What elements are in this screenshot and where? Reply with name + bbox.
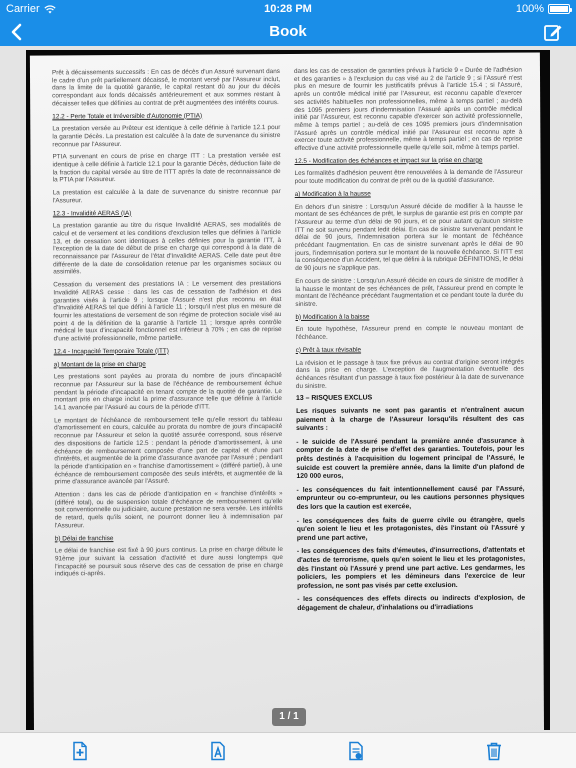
- document-paragraph: - les conséquences des faits d'émeutes, d'insurrections, d'attentats et d'actes de terrorisme, quels qu'en soient le lieu et les protagonistes, dès l'instant où l'Assuré y prend une part active. Les gendarmes, les policiers, les pompiers et les démineurs dans l'exercice de leur profession, ne sont pas visés par cette exclusion.: [296, 546, 526, 590]
- document-paragraph: La prestation garantie au titre du risque Invalidité AERAS, ses modalités de calcul et de versement et les conditions d'exclusion telles que définies à l'article 13, et de cessation sont identiques à celles définies pour la garantie ITT, à l'exception de la date de début de prise en charge qui correspond à la date de reconnaissance par l'Assureur de l'état d'Invalidité AERAS. Celle date peut être différente de la date de consolidation retenue par les organismes sociaux ou assimilés.: [52, 221, 282, 276]
- document-paragraph: En cours de sinistre : Lorsqu'un Assuré décide en cours de sinistre de modifier à la hausse le montant de ses échéances de prêt, l'Assureur prend en compte le montant de l'échéance précédant l'augmentation et ce pendant toute la durée du sinistre.: [295, 276, 524, 308]
- document-paragraph: PTIA survenant en cours de prise en charge ITT : La prestation versée est identique à celle définie à l'article 12.1 pour la garantie Décès, déduction faite de la fraction du capital versée au titre de l'ITT après la date de reconnaissance de la PTIA par l'Assureur.: [52, 152, 281, 184]
- text-recognition-button[interactable]: [208, 741, 228, 761]
- document-paragraph: - les conséquences des effets directs ou indirects d'explosion, de dégagement de chaleur, d'inhalations ou d'irradiations: [297, 594, 526, 612]
- battery-icon: [548, 4, 570, 14]
- document-paragraph: Les formalités d'adhésion peuvent être renouvelées à la demande de l'Assureur pour toute modification du contrat de prêt ou de la quotité d'assurance.: [294, 168, 523, 186]
- document-paragraph: - le suicide de l'Assuré pendant la première année d'assurance à compter de la date de prise d'effet des garanties. Toutefois, pour les prêts destinés à l'acquisition du logement principal de l'Assuré, le suicide est couvert la première année, dans la limite d'un plafond de 120 000 euros,: [296, 437, 525, 481]
- document-viewer[interactable]: [0, 46, 576, 732]
- document-paragraph: En toute hypothèse, l'Assureur prend en compte le nouveau montant de l'échéance.: [295, 324, 524, 342]
- bottom-toolbar: [0, 732, 576, 768]
- document-paragraph: - les conséquences des faits de guerre civile ou étrangère, quels qu'en soient le lieu et les protagonistes, dès l'instant où l'Assuré y prend une part active,: [296, 516, 525, 542]
- battery-fill: [550, 6, 568, 12]
- document-paragraph: dans les cas de cessation de garanties prévus à l'article 9 « Durée de l'adhésion et des garanties » à l'exclusion du cas visé au 2 de l'article 9 ; si l'Assuré n'est plus en mesure de fournir les justificatifs prévus à l'article 15.4 ; si l'Assuré, après un contrôle médical initié par l'Assureur, est reconnu capable d'exercer ses activités habituelles non professionnelles, même à temps partiel ; au-delà des 1095 premiers jours d'indemnisation l'Assuré après un contrôle médical initié par l'Assureur, est reconnu capable d'exercer son activité professionnelle, même à temps partiel ; au-delà de ces 1095 premiers jours d'indemnisation l'Assuré après un contrôle médical initié par l'Assureur est reconnu apte à exercer toute activité professionnelle, même à temps partiel ; en cas de reprise effective d'une activité professionnelle quelle qu'elle soit, même à temps partiel.: [293, 66, 523, 152]
- add-page-icon: [70, 741, 90, 761]
- document-paragraph: b) Délai de franchise: [54, 534, 114, 542]
- document-paragraph: 12.5 - Modification des échéances et impact sur la prise en charge: [294, 156, 483, 165]
- trash-icon: [484, 741, 504, 761]
- document-paragraph: La prestation est calculée à la date de survenance du sinistre reconnue par l'Assureur.: [52, 188, 281, 205]
- battery-group: [516, 3, 570, 15]
- document-paragraph: Cessation du versement des prestations IA : Le versement des prestations Invalidité AERAS cesse : dans les cas de cessation de l'adhésion et des garanties visés à l'article 9 ; lorsque l'Assuré n'est plus reconnu en état d'Invalidité AERAS tel que défini à l'article 11 ; lorsqu'il n'est plus en mesure de fournir les attestations de versement de son régime de protection sociale visé au point 4 de la définition de la garantie à l'article 11 ; lorsque après contrôle médical le taux d'incapacité fonctionnel est inférieur à 70% ; en cas de reprise d'une activité professionnelle, même partielle.: [53, 280, 282, 343]
- page-title: Book: [269, 23, 307, 40]
- carrier-label: Carrier: [6, 3, 40, 15]
- document-paragraph: - les conséquences du fait intentionnellement causé par l'Assuré, emprunteur ou co-emprunteur, ou les cautions personnes physiques des lors que la caution est exercée,: [296, 485, 525, 511]
- document-paper: [30, 52, 544, 730]
- edit-button[interactable]: [542, 21, 564, 43]
- document-paragraph: Les risques suivants ne sont pas garantis et n'entraînent aucun paiement à la charge de l'Assureur lorsqu'ils résultent des cas suivants :: [296, 406, 525, 433]
- scanned-page[interactable]: [26, 50, 550, 730]
- document-paragraph: La prestation versée au Prêteur est identique à celle définie à l'article 12.1 pour la garantie Décès. La prestation est calculée à la date de survenance du sinistre reconnue par l'Assureur.: [52, 124, 281, 149]
- document-paragraph: 12.2 - Perte Totale et Irréversible d'Autonomie (PTIA): [52, 112, 203, 120]
- add-page-button[interactable]: [70, 741, 90, 761]
- document-paragraph: Attention : dans les cas de période d'anticipation en « franchise d'intérêts » (différé total), ou de suspension totale d'échéance de remboursement qu'elle soit conventionnelle ou judiciaire, aucune prestation ne sera versée. Les intérêts de retard, quels qu'ils soient, ne pourront donner lieu à indemnisation par l'Assureur.: [54, 490, 283, 530]
- delete-button[interactable]: [484, 741, 504, 761]
- text-recognition-icon: [208, 741, 228, 761]
- document-paragraph: En dehors d'un sinistre : Lorsqu'un Assuré décide de modifier à la hausse le montant de ses échéances de prêt, le surplus de garantie est pris en compte par l'Assureur au terme d'un délai de 90 jours, et ce pour autant qu'aucun sinistre ITT ne soit survenu pendant ledit délai. En cas de sinistre survenant pendant le délai de 90 jours, l'indemnisation portera sur le montant de l'échéance précédant l'augmentation. En cas de sinistre survenant après le délai de 90 jours, l'indemnisation portera sur le montant de la nouvelle échéance. Si l'ITT est la conséquence d'un Accident, tel que défini à la rubrique DÉFINITIONS, le délai de 90 jours ne s'applique pas.: [294, 202, 524, 273]
- document-paragraph: 13 – RISQUES EXCLUS: [295, 394, 373, 403]
- document-paragraph: c) Prêt à taux révisable: [295, 346, 362, 354]
- document-paragraph: Le délai de franchise est fixé à 90 jours continus. La prise en charge débute le 91ème jour suivant la cessation d'activité et dure aussi longtemps que l'incapacité se poursuit sous réserve des cas de cessation de prise en charge indiqués ci-après.: [54, 546, 284, 578]
- document-paragraph: Les prestations sont payées au prorata du nombre de jours d'incapacité reconnue par l'Assureur sur la base de l'échéance de remboursement échue pendant la période d'incapacité en tenant compte de la quotité de garantie. Le montant pris en charge inclut la prime d'assurance telle que définie à l'article 14.1 avancée par l'Assuré au cours de la période d'ITT.: [53, 372, 283, 412]
- document-paragraph: Prêt à décaissements successifs : En cas de décès d'un Assuré survenant dans le cadre d'un prêt partiellement décaissé, le montant versé par l'Assureur inclut, dans la limite de la quotité garantie, le capital restant dû au jour du décès correspondant aux fonds décaissés antérieurement et aux sommes restant à décaisser telles que définies au contrat de prêt augmentées des intérêts courus.: [51, 68, 281, 108]
- edit-document-icon: [542, 21, 564, 43]
- share-document-button[interactable]: [346, 741, 366, 761]
- navigation-bar: [0, 18, 576, 46]
- document-paragraph: 12.4 - Incapacité Temporaire Totale (ITT): [53, 347, 169, 356]
- status-bar: [0, 0, 576, 18]
- battery-percentage: 100%: [515, 3, 544, 15]
- left-text-column: [52, 68, 284, 730]
- page-counter: 1 / 1: [272, 708, 306, 726]
- document-paragraph: a) Modification à la hausse: [294, 190, 371, 198]
- share-document-icon: [346, 741, 366, 761]
- document-paragraph: b) Modification à la baisse: [295, 313, 370, 321]
- document-paragraph: Le montant de l'échéance de remboursement telle qu'elle ressort du tableau d'amortissement en cours, calculée au prorata du nombre de jours d'incapacité reconnue par l'Assureur et selon la quotité assurée correspond, sous réserve des dispositions de l'article 12.5 : pendant la période d'amortissement, à une échéance de remboursement composée d'une part de capital et d'une part d'intérêts, et augmentée de la prime d'assurance avancée par l'Assuré ; pendant la période d'anticipation en « franchise d'amortissement » (différé partiel), à une échéance de remboursement composée des seuls intérêts, et augmentée de la prime d'assurance avancée par l'Assuré.: [54, 415, 283, 486]
- right-text-column: [294, 67, 526, 730]
- document-paragraph: a) Montant de la prise en charge: [53, 360, 146, 368]
- document-paragraph: La révision et le passage à taux fixe prévus au contrat d'origine seront intégrés dans la prise en charge. L'exception de l'augmentation éventuelle des échéances résultant d'un passage à taux fixe postérieur à la date de survenance du sinistre.: [295, 358, 524, 390]
- clock: 10:28 PM: [264, 3, 312, 15]
- document-paragraph: 12.3 - Invalidité AERAS (IA): [52, 209, 132, 217]
